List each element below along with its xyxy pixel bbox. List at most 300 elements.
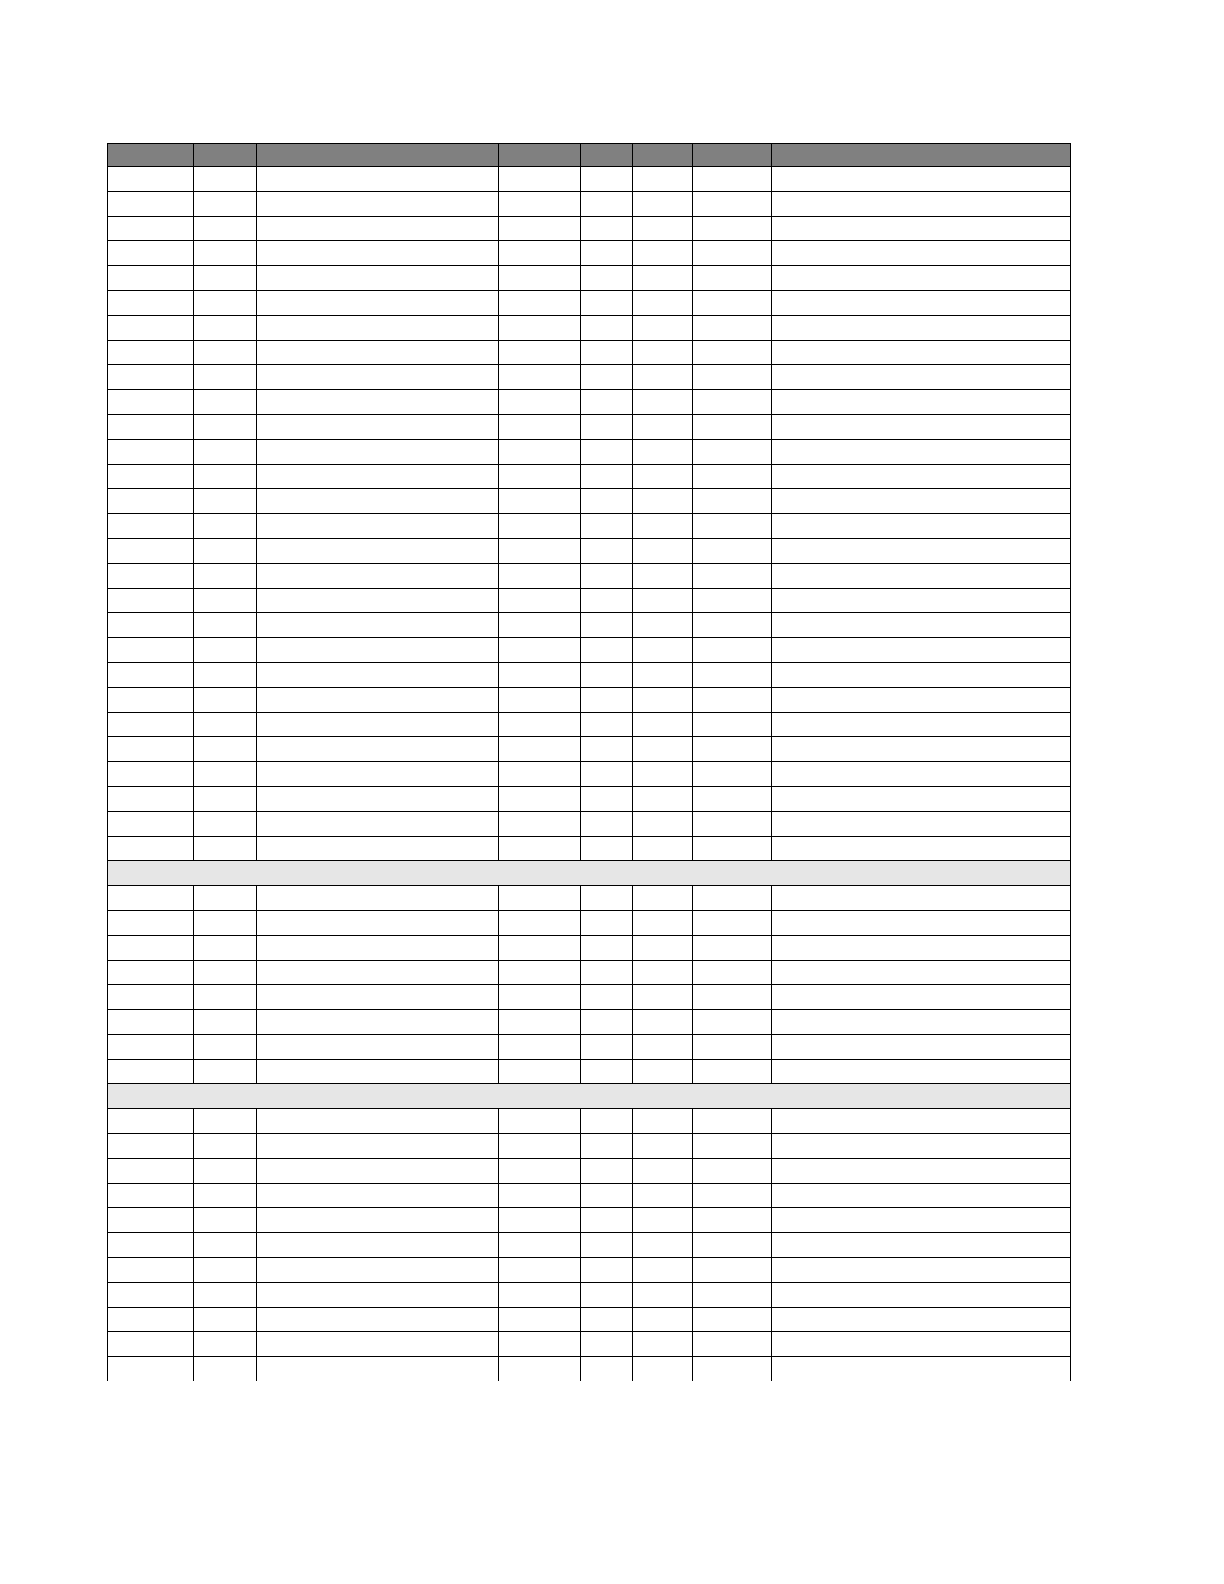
table-cell [772, 1183, 1071, 1208]
table-cell [194, 588, 257, 613]
table-cell [633, 1158, 693, 1183]
table-cell [499, 662, 581, 687]
table-cell [499, 1282, 581, 1307]
table-cell [194, 1034, 257, 1059]
table-cell [257, 985, 499, 1010]
table-cell [633, 985, 693, 1010]
table-cell [772, 1158, 1071, 1183]
table-cell [633, 712, 693, 737]
table-cell [499, 935, 581, 960]
section-label [108, 861, 1071, 886]
table-cell [772, 489, 1071, 514]
table-cell [633, 241, 693, 266]
table-cell [693, 1158, 772, 1183]
table-row [108, 290, 1071, 315]
table-cell [257, 1134, 499, 1159]
table-cell [194, 266, 257, 291]
table-cell [772, 613, 1071, 638]
table-cell [194, 638, 257, 663]
table-cell [108, 365, 194, 390]
table-cell [108, 935, 194, 960]
table-cell [499, 1158, 581, 1183]
table-cell [108, 886, 194, 911]
table-cell [108, 439, 194, 464]
table-cell [499, 638, 581, 663]
table-cell [772, 414, 1071, 439]
table-row [108, 886, 1071, 911]
table-row [108, 985, 1071, 1010]
table-cell [633, 1233, 693, 1258]
table-cell [257, 514, 499, 539]
table-cell [693, 290, 772, 315]
table-row [108, 910, 1071, 935]
table-cell [257, 315, 499, 340]
table-cell [257, 1357, 499, 1382]
table-cell [108, 1233, 194, 1258]
data-table [107, 143, 1071, 1381]
table-cell [257, 662, 499, 687]
table-cell [257, 1258, 499, 1283]
table-cell [257, 762, 499, 787]
table-cell [194, 1059, 257, 1084]
table-row [108, 588, 1071, 613]
table-cell [772, 811, 1071, 836]
table-cell [581, 340, 633, 365]
table-row [108, 489, 1071, 514]
table-cell [499, 836, 581, 861]
table-cell [194, 290, 257, 315]
table-cell [581, 1282, 633, 1307]
table-cell [581, 1034, 633, 1059]
table-cell [194, 985, 257, 1010]
table-cell [194, 365, 257, 390]
table-cell [499, 786, 581, 811]
table-cell [194, 340, 257, 365]
table-cell [633, 439, 693, 464]
table-cell [581, 241, 633, 266]
table-cell [108, 960, 194, 985]
table-cell [772, 886, 1071, 911]
table-cell [257, 241, 499, 266]
table-cell [194, 538, 257, 563]
table-cell [257, 712, 499, 737]
table-cell [772, 687, 1071, 712]
table-cell [581, 662, 633, 687]
table-cell [257, 439, 499, 464]
table-cell [194, 414, 257, 439]
table-cell [581, 216, 633, 241]
column-header-1 [108, 144, 194, 167]
table-cell [194, 1183, 257, 1208]
table-cell [693, 836, 772, 861]
table-cell [108, 1332, 194, 1357]
table-row [108, 514, 1071, 539]
table-cell [633, 1307, 693, 1332]
table-cell [257, 563, 499, 588]
table-row [108, 563, 1071, 588]
table-cell [108, 613, 194, 638]
table-cell [693, 390, 772, 415]
table-cell [633, 1134, 693, 1159]
table-cell [581, 563, 633, 588]
table-cell [633, 1059, 693, 1084]
table-cell [499, 985, 581, 1010]
table-cell [693, 910, 772, 935]
table-cell [194, 1282, 257, 1307]
table-cell [257, 1208, 499, 1233]
table-cell [772, 588, 1071, 613]
table-cell [772, 985, 1071, 1010]
section-header-row [108, 1084, 1071, 1109]
table-row [108, 1109, 1071, 1134]
table-cell [693, 762, 772, 787]
table-cell [581, 1059, 633, 1084]
table-cell [257, 1158, 499, 1183]
table-cell [581, 290, 633, 315]
table-cell [633, 786, 693, 811]
table-cell [581, 1183, 633, 1208]
table-cell [581, 786, 633, 811]
table-cell [581, 464, 633, 489]
table-cell [194, 390, 257, 415]
table-cell [693, 687, 772, 712]
table-cell [693, 241, 772, 266]
table-cell [257, 1183, 499, 1208]
table-cell [633, 365, 693, 390]
table-cell [772, 1059, 1071, 1084]
table-cell [633, 390, 693, 415]
table-cell [108, 315, 194, 340]
table-cell [581, 266, 633, 291]
table-row [108, 414, 1071, 439]
table-cell [693, 514, 772, 539]
column-header-4 [499, 144, 581, 167]
table-cell [257, 786, 499, 811]
table-cell [499, 241, 581, 266]
table-cell [194, 762, 257, 787]
table-row [108, 687, 1071, 712]
table-row [108, 737, 1071, 762]
table-cell [108, 1134, 194, 1159]
table-cell [772, 1010, 1071, 1035]
table-cell [581, 514, 633, 539]
table-cell [693, 786, 772, 811]
table-cell [772, 340, 1071, 365]
table-cell [633, 662, 693, 687]
table-cell [693, 1332, 772, 1357]
table-cell [581, 1109, 633, 1134]
table-row [108, 935, 1071, 960]
table-cell [693, 935, 772, 960]
table-cell [257, 167, 499, 192]
table-cell [581, 365, 633, 390]
table-cell [772, 464, 1071, 489]
table-cell [257, 836, 499, 861]
table-row [108, 241, 1071, 266]
section-header-row [108, 861, 1071, 886]
table-cell [581, 836, 633, 861]
table-cell [693, 167, 772, 192]
table-cell [581, 489, 633, 514]
table-cell [257, 538, 499, 563]
table-cell [633, 489, 693, 514]
table-row [108, 1010, 1071, 1035]
table-cell [693, 1233, 772, 1258]
table-cell [108, 1307, 194, 1332]
table-cell [257, 910, 499, 935]
table-cell [581, 315, 633, 340]
table-cell [499, 588, 581, 613]
table-cell [772, 662, 1071, 687]
table-cell [581, 1332, 633, 1357]
table-cell [108, 1158, 194, 1183]
table-cell [772, 514, 1071, 539]
table-cell [772, 1282, 1071, 1307]
table-cell [581, 613, 633, 638]
table-row [108, 365, 1071, 390]
table-row [108, 613, 1071, 638]
table-cell [693, 538, 772, 563]
table-cell [581, 167, 633, 192]
table-row [108, 191, 1071, 216]
table-row [108, 1307, 1071, 1332]
table-cell [633, 563, 693, 588]
column-header-6 [633, 144, 693, 167]
table-cell [194, 191, 257, 216]
table-cell [499, 290, 581, 315]
table-cell [693, 191, 772, 216]
table-cell [499, 613, 581, 638]
table-cell [194, 464, 257, 489]
table-cell [772, 786, 1071, 811]
table-cell [693, 216, 772, 241]
table-cell [499, 1010, 581, 1035]
table-cell [772, 390, 1071, 415]
table-cell [499, 489, 581, 514]
table-cell [499, 191, 581, 216]
table-row [108, 762, 1071, 787]
table-cell [772, 1258, 1071, 1283]
table-cell [633, 1034, 693, 1059]
table-cell [108, 191, 194, 216]
table-cell [257, 1282, 499, 1307]
table-cell [633, 1109, 693, 1134]
table-row [108, 662, 1071, 687]
table-cell [257, 1034, 499, 1059]
table-cell [499, 390, 581, 415]
table-cell [257, 1059, 499, 1084]
table-cell [194, 613, 257, 638]
table-cell [257, 191, 499, 216]
table-row [108, 1158, 1071, 1183]
table-cell [257, 1332, 499, 1357]
table-cell [581, 1010, 633, 1035]
table-cell [581, 1307, 633, 1332]
table-cell [108, 266, 194, 291]
table-cell [581, 439, 633, 464]
table-cell [499, 737, 581, 762]
section-label [108, 1084, 1071, 1109]
table-row [108, 167, 1071, 192]
table-cell [581, 414, 633, 439]
table-cell [257, 216, 499, 241]
table-cell [194, 1357, 257, 1382]
table-cell [693, 365, 772, 390]
table-cell [633, 514, 693, 539]
table-cell [499, 1258, 581, 1283]
table-cell [108, 167, 194, 192]
table-cell [633, 266, 693, 291]
table-cell [257, 737, 499, 762]
table-cell [772, 1109, 1071, 1134]
table-row [108, 960, 1071, 985]
table-cell [693, 960, 772, 985]
table-cell [108, 538, 194, 563]
table-cell [257, 464, 499, 489]
table-cell [633, 1183, 693, 1208]
table-cell [108, 241, 194, 266]
table-cell [693, 1134, 772, 1159]
table-cell [633, 538, 693, 563]
table-cell [772, 167, 1071, 192]
table-cell [108, 489, 194, 514]
table-cell [633, 960, 693, 985]
table-cell [194, 910, 257, 935]
table-row [108, 1233, 1071, 1258]
table-cell [108, 290, 194, 315]
table-cell [772, 1307, 1071, 1332]
table-cell [581, 191, 633, 216]
table-cell [581, 985, 633, 1010]
table-row [108, 315, 1071, 340]
table-row [108, 266, 1071, 291]
table-cell [633, 886, 693, 911]
table-cell [499, 439, 581, 464]
table-cell [499, 1059, 581, 1084]
table-cell [581, 1258, 633, 1283]
table-cell [693, 315, 772, 340]
table-cell [581, 1233, 633, 1258]
table-cell [108, 1282, 194, 1307]
table-cell [499, 365, 581, 390]
table-row [108, 1134, 1071, 1159]
table-cell [499, 167, 581, 192]
table-cell [693, 811, 772, 836]
table-cell [108, 910, 194, 935]
table-cell [194, 1010, 257, 1035]
table-cell [257, 1233, 499, 1258]
table-cell [693, 588, 772, 613]
table-cell [499, 1307, 581, 1332]
table-cell [108, 786, 194, 811]
table-cell [581, 712, 633, 737]
table-cell [772, 638, 1071, 663]
table-cell [772, 191, 1071, 216]
table-cell [194, 811, 257, 836]
table-cell [633, 340, 693, 365]
table-cell [108, 1109, 194, 1134]
table-cell [499, 1233, 581, 1258]
table-cell [633, 1357, 693, 1382]
table-cell [257, 340, 499, 365]
table-row [108, 216, 1071, 241]
table-cell [108, 514, 194, 539]
table-cell [194, 216, 257, 241]
table-cell [693, 1183, 772, 1208]
table-row [108, 340, 1071, 365]
table-cell [581, 538, 633, 563]
table-cell [772, 315, 1071, 340]
table-cell [499, 414, 581, 439]
table-cell [194, 1109, 257, 1134]
table-cell [633, 836, 693, 861]
table-cell [772, 1134, 1071, 1159]
table-cell [194, 960, 257, 985]
table-cell [693, 464, 772, 489]
table-cell [499, 563, 581, 588]
table-cell [499, 1183, 581, 1208]
table-cell [108, 464, 194, 489]
table-cell [633, 290, 693, 315]
table-cell [693, 886, 772, 911]
table-cell [772, 538, 1071, 563]
table-cell [108, 1034, 194, 1059]
column-header-7 [693, 144, 772, 167]
table-cell [633, 638, 693, 663]
table-cell [633, 1208, 693, 1233]
table-cell [693, 1307, 772, 1332]
table-cell [693, 1109, 772, 1134]
table-cell [633, 167, 693, 192]
table-cell [693, 712, 772, 737]
table-cell [633, 588, 693, 613]
table-cell [633, 1332, 693, 1357]
table-cell [772, 762, 1071, 787]
table-cell [194, 315, 257, 340]
table-cell [194, 786, 257, 811]
table-cell [108, 811, 194, 836]
table-cell [108, 414, 194, 439]
table-cell [693, 1034, 772, 1059]
table-cell [633, 1258, 693, 1283]
table-cell [581, 390, 633, 415]
table-cell [581, 886, 633, 911]
table-cell [108, 1059, 194, 1084]
table-cell [108, 985, 194, 1010]
table-cell [257, 290, 499, 315]
table-cell [499, 266, 581, 291]
table-cell [108, 216, 194, 241]
table-cell [633, 414, 693, 439]
table-header-row [108, 144, 1071, 167]
table-cell [633, 613, 693, 638]
table-cell [581, 1357, 633, 1382]
table-cell [581, 1134, 633, 1159]
table-cell [633, 762, 693, 787]
table-cell [257, 390, 499, 415]
table-cell [194, 167, 257, 192]
table-cell [194, 241, 257, 266]
table-cell [257, 1109, 499, 1134]
table-cell [108, 762, 194, 787]
table-cell [108, 1010, 194, 1035]
table-row [108, 439, 1071, 464]
table-cell [633, 315, 693, 340]
table-cell [499, 1357, 581, 1382]
table-cell [257, 266, 499, 291]
table-row [108, 811, 1071, 836]
table-cell [499, 464, 581, 489]
